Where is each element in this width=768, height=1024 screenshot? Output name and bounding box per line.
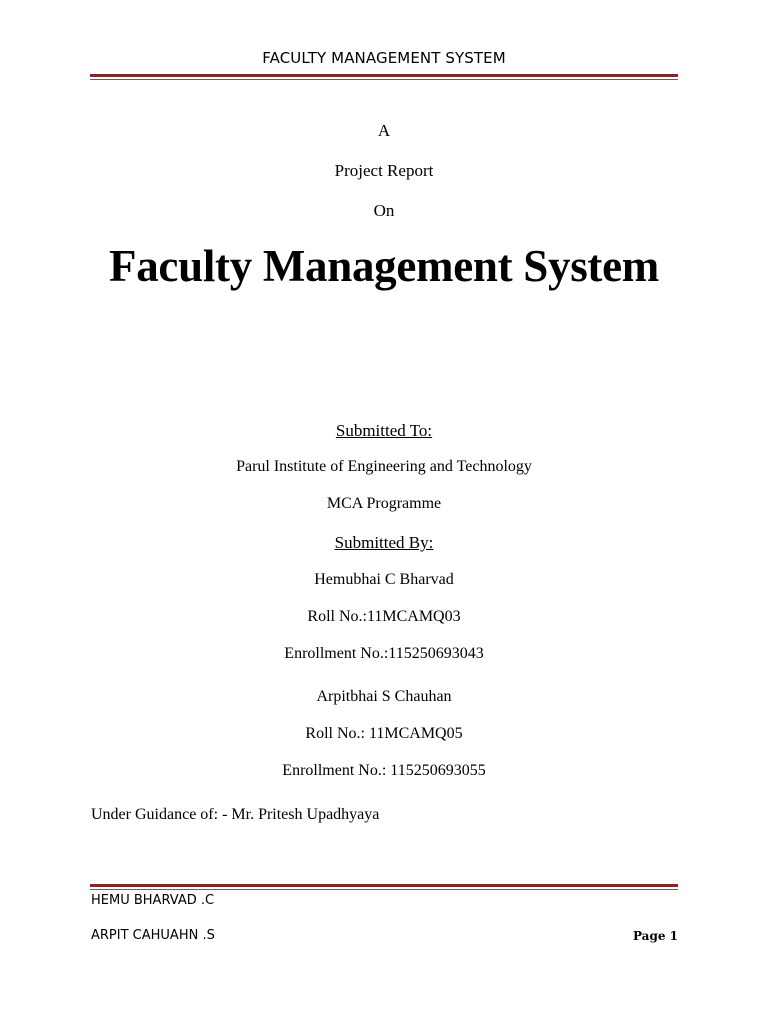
header-title: FACULTY MANAGEMENT SYSTEM: [262, 49, 506, 67]
footer-divider: [90, 884, 678, 890]
footer-divider-thick: [90, 884, 678, 887]
header-divider-thick: [90, 74, 678, 77]
header-divider: [90, 74, 678, 80]
submitted-by-heading: Submitted By:: [334, 533, 434, 552]
student-2-roll: Roll No.: 11MCAMQ05: [305, 725, 463, 742]
footer-author-1: HEMU BHARVAD .C: [91, 893, 215, 908]
student-1-name: Hemubhai C Bharvad: [314, 571, 454, 588]
cover-line-project-report: Project Report: [334, 161, 434, 180]
page-number: Page 1: [632, 929, 678, 943]
student-1-enrollment: Enrollment No.:115250693043: [284, 645, 484, 662]
cover-line-a: A: [377, 121, 391, 140]
footer-divider-thin: [90, 889, 678, 890]
student-2-enrollment: Enrollment No.: 115250693055: [282, 762, 486, 779]
cover-line-on: On: [373, 201, 395, 220]
document-title: Faculty Management System: [109, 241, 659, 291]
header-divider-thin: [90, 79, 678, 80]
footer-author-2: ARPIT CAHUAHN .S: [91, 928, 215, 943]
submitted-to-heading: Submitted To:: [335, 421, 433, 440]
programme-name: MCA Programme: [326, 495, 442, 512]
student-1-roll: Roll No.:11MCAMQ03: [307, 608, 461, 625]
guidance-line: Under Guidance of: - Mr. Pritesh Upadhyaya: [91, 806, 380, 823]
institute-name: Parul Institute of Engineering and Technology: [236, 458, 532, 475]
student-2-name: Arpitbhai S Chauhan: [316, 688, 452, 705]
